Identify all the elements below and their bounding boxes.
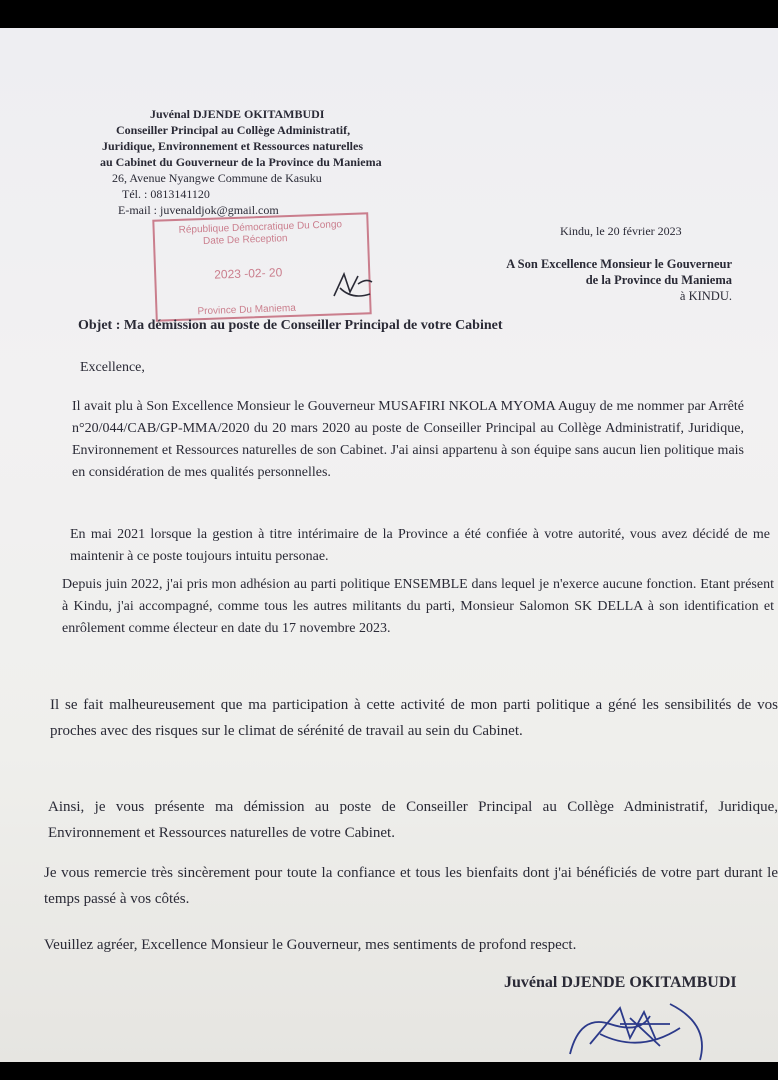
subject-line: Objet : Ma démission au poste de Conseiller Principal de votre Cabinet <box>78 318 503 333</box>
paragraph-appointment: Il avait plu à Son Excellence Monsieur le Gouverneur MUSAFIRI NKOLA MYOMA Auguy de me nommer par Arrêté n°20/044/CAB/GP-MMA/2020 du 20 mars 2020 au poste de Conseiller Principal au Collège Administratif, Juridique, Environnement et Ressources naturelles de son Cabinet. J'ai ainsi appartenu à son équipe sans aucun lien politique mais en considération de mes qualités personnelles. <box>72 399 744 480</box>
stamp-line-2: Date De Réception <box>202 233 288 248</box>
recipient-line-2: de la Province du Maniema <box>585 273 732 287</box>
sender-title-2: Juridique, Environnement et Ressources naturelles <box>102 139 364 153</box>
sender-title-1: Conseiller Principal au Collège Administratif, <box>116 123 351 137</box>
sender-address: 26, Avenue Nyangwe Commune de Kasuku <box>112 171 322 185</box>
sender-block <box>100 106 540 218</box>
recipient-block <box>420 256 732 304</box>
letter-page <box>0 28 778 1062</box>
signature-name: Juvénal DJENDE OKITAMBUDI <box>504 974 737 991</box>
stamp-line-4: Province Du Maniema <box>197 302 297 318</box>
stamp-line-1: République Démocratique Du Congo <box>178 219 343 236</box>
recipient-line-1: A Son Excellence Monsieur le Gouverneur <box>506 257 732 271</box>
sender-email: E-mail : juvenaldjok@gmail.com <box>118 203 279 217</box>
paragraph-interim: En mai 2021 lorsque la gestion à titre intérimaire de la Province a été confiée à votre autorité, vous avez décidé de me maintenir à ce poste toujours intuitu personae. <box>70 527 770 564</box>
handwritten-signature <box>560 994 720 1064</box>
paragraph-thanks: Je vous remercie très sincèrement pour toute la confiance et tous les bienfaits dont j'ai bénéficiés de votre part durant le temps passé à vos côtés. <box>44 865 778 907</box>
sender-phone: Tél. : 0813141120 <box>122 187 210 201</box>
recipient-line-3: à KINDU. <box>679 289 732 303</box>
date-line: Kindu, le 20 février 2023 <box>560 224 682 238</box>
bottom-black-bar <box>0 1062 778 1080</box>
paragraph-resignation: Ainsi, je vous présente ma démission au poste de Conseiller Principal au Collège Administratif, Juridique, Environnement et Ressources naturelles de votre Cabinet. <box>48 799 778 841</box>
stamp-date: 2023 -02- 20 <box>213 265 283 282</box>
paragraph-consequence: Il se fait malheureusement que ma participation à cette activité de mon parti politique a géné les sensibilités de vos proches avec des risques sur le climat de sérénité de travail au sein du Cabinet. <box>50 697 778 739</box>
reception-initials-mark <box>328 266 376 306</box>
salutation: Excellence, <box>80 360 145 375</box>
sender-title-3: au Cabinet du Gouverneur de la Province du Maniema <box>100 155 382 169</box>
sender-name: Juvénal DJENDE OKITAMBUDI <box>150 107 325 121</box>
paragraph-closing: Veuillez agréer, Excellence Monsieur le Gouverneur, mes sentiments de profond respect. <box>44 937 577 953</box>
paragraph-party-membership: Depuis juin 2022, j'ai pris mon adhésion au parti politique ENSEMBLE dans lequel je n'exerce aucune fonction. Etant présent à Kindu, j'ai accompagné, comme tous les autres militants du parti, Monsieur Salomon SK DELLA à son identification et enrôlement comme électeur en date du 17 novembre 2023. <box>62 577 774 636</box>
top-black-bar <box>0 0 778 28</box>
